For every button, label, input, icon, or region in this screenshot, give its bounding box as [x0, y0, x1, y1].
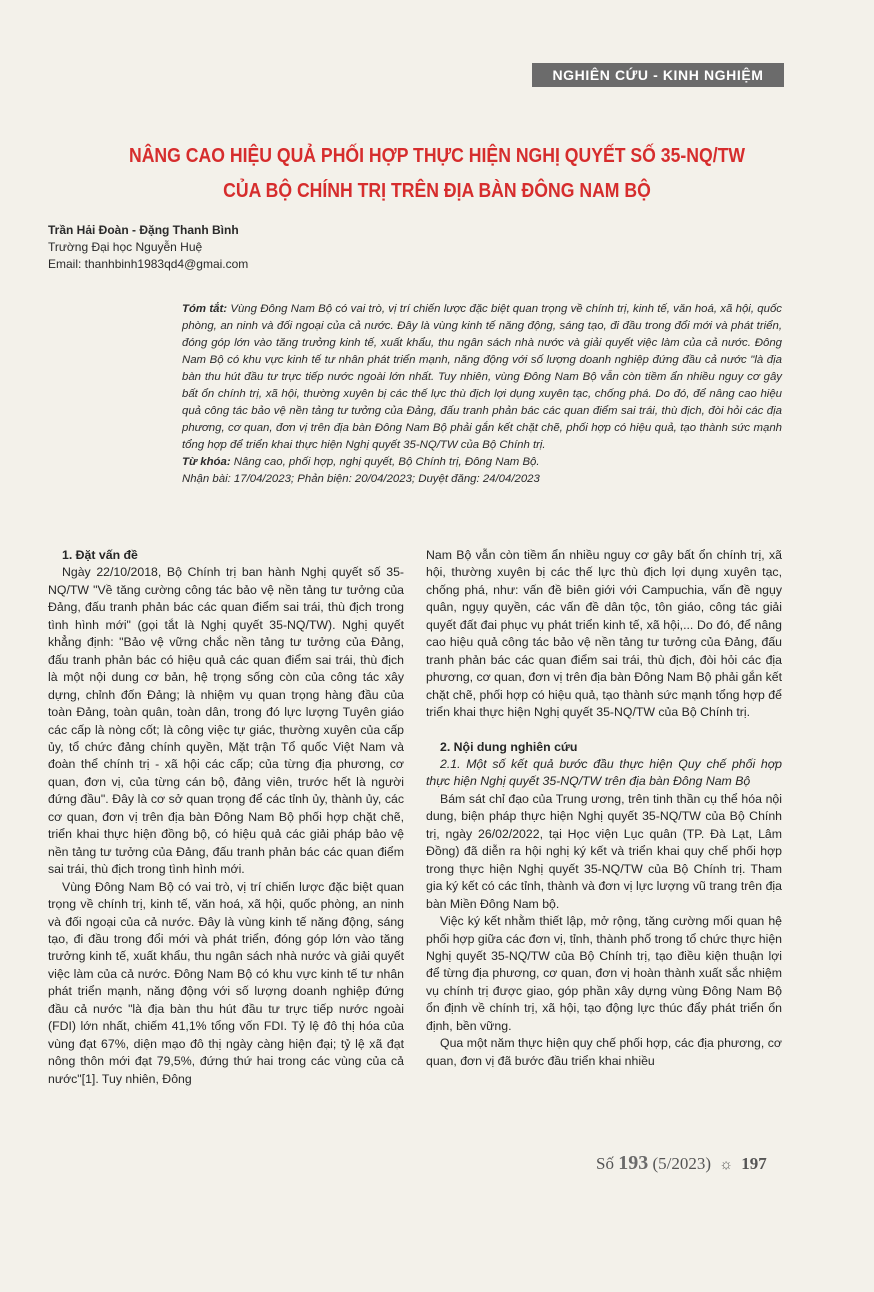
author-block	[48, 222, 248, 273]
issue-date: (5/2023)	[652, 1154, 712, 1173]
body-column-left	[48, 547, 404, 1088]
article-title	[96, 138, 779, 208]
author-affiliation: Trường Đại học Nguyễn Huệ	[48, 240, 203, 254]
abstract-text: Vùng Đông Nam Bộ có vai trò, vị trí chiến lược đặc biệt quan trọng về chính trị, kinh tế, văn hoá, xã hội, quốc phòng, an ninh và đối ngoại của cả nước. Đây là vùng kinh tế năng động, sáng tạo, đi đầu trong đổi mới và phát triển, đóng góp lớn vào tăng trưởng kinh tế, xuất khẩu, thu ngân sách nhà nước và giải quyết việc làm của cả nước. Đông Nam Bộ có khu vực kinh tế tư nhân phát triển mạnh, năng động với số lượng doanh nghiệp đứng đầu cả nước "là địa bàn thu hút đầu tư trực tiếp nước ngoài lớn nhất. Tuy nhiên, vùng Đông Nam Bộ vẫn còn tiềm ẩn nhiều nguy cơ gây bất ổn chính trị, xã hội, thường xuyên bị các thế lực thù địch lợi dụng xuyên tạc, chống phá. Do đó, để nâng cao hiệu quả công tác bảo vệ nền tảng tư tưởng của Đảng, đấu tranh phản bác các quan điểm sai trái, thù địch, đòi hỏi các địa phương, cơ quan, đơn vị trên địa bàn Đông Nam Bộ phải gắn kết chặt chẽ, phối hợp có hiệu quả, tạo thành sức mạnh tổng hợp để triển khai thực hiện Nghị quyết 35-NQ/TW của Bộ Chính trị.	[182, 303, 782, 451]
body-paragraph: Nam Bộ vẫn còn tiềm ẩn nhiều nguy cơ gây bất ổn chính trị, xã hội, thường xuyên bị các thế lực thù địch lợi dụng xuyên tạc, chống phá, như: vấn đề biên giới với Campuchia, vấn đề ngụy quân, ngụy quyền, các vấn đề dân tộc, tôn giáo, công tác giải quyết đất đai phục vụ phát triển kinh tế, xã hội,... Do đó, để nâng cao hiệu quả công tác bảo vệ nền tảng tư tưởng của Đảng, đấu tranh phản bác các quan điểm sai trái, thù địch, đòi hỏi các địa phương, cơ quan, đơn vị trên địa bàn Đông Nam Bộ phải gắn kết chặt chẽ, phối hợp có hiệu quả, tạo thành sức mạnh tổng hợp để triển khai thực hiện Nghị quyết 35-NQ/TW của Bộ Chính trị.	[426, 548, 782, 720]
title-line-2: CỦA BỘ CHÍNH TRỊ TRÊN ĐỊA BÀN ĐÔNG NAM BỘ	[223, 179, 651, 202]
sun-icon: ☼	[719, 1157, 734, 1173]
issue-label: Số	[596, 1154, 614, 1173]
keywords-text: Nâng cao, phối hợp, nghị quyết, Bộ Chính trị, Đông Nam Bộ.	[230, 456, 540, 468]
page-footer	[596, 1152, 767, 1175]
body-paragraph: Ngày 22/10/2018, Bộ Chính trị ban hành Nghị quyết số 35-NQ/TW "Về tăng cường công tác bảo vệ nền tảng tư tưởng của Đảng, đấu tranh phản bác các quan điểm sai trái, thù địch trong tình hình mới" (gọi tắt là Nghị quyết 35-NQ/TW). Nghị quyết khẳng định: "Bảo vệ vững chắc nền tảng tư tưởng của Đảng, đấu tranh phản bác có hiệu quả các quan điểm sai trái, thù địch là một nội dung cơ bản, hệ trọng sống còn của công tác xây dựng, chỉnh đốn Đảng; là nhiệm vụ quan trọng hàng đầu của toàn Đảng, toàn quân, toàn dân, trong đó lực lượng Tuyên giáo các cấp là nòng cốt; là công việc tự giác, thường xuyên của cấp ủy, tổ chức đảng chính quyền, Mặt trận Tổ quốc Việt Nam và đoàn thể chính trị - xã hội các cấp; của từng địa phương, cơ quan, đơn vị, của từng cán bộ, đảng viên, trước hết là người đứng đầu". Đây là cơ sở quan trọng để các tỉnh ủy, thành ủy, các cơ quan, đơn vị trên địa bàn Đông Nam Bộ phối hợp chặt chẽ, triển khai thực hiện đồng bộ, có hiệu quả các giải pháp bảo vệ nền tảng tư tưởng của Đảng, đấu tranh phản bác các quan điểm sai trái, thù địch trong tình hình mới.	[48, 565, 404, 877]
abstract-label: Tóm tắt:	[182, 303, 228, 315]
subsection-heading: 2.1. Một số kết quả bước đầu thực hiện Quy chế phối hợp thực hiện Nghị quyết 35-NQ/TW trên địa bàn Đông Nam Bộ	[426, 756, 782, 789]
keywords-label: Từ khóa:	[182, 456, 231, 468]
author-names: Trần Hải Đoàn - Đặng Thanh Bình	[48, 223, 239, 237]
title-line-1: NÂNG CAO HIỆU QUẢ PHỐI HỢP THỰC HIỆN NGHỊ QUYẾT SỐ 35-NQ/TW	[128, 144, 746, 167]
section-tag: NGHIÊN CỨU - KINH NGHIỆM	[532, 63, 784, 87]
section-heading-1: 1. Đặt vấn đề	[62, 548, 138, 562]
author-email: Email: thanhbinh1983qd4@gmai.com	[48, 257, 249, 271]
body-paragraph: Qua một năm thực hiện quy chế phối hợp, các địa phương, cơ quan, đơn vị đã bước đầu triển khai nhiều	[426, 1036, 782, 1068]
paragraph-gap	[426, 722, 782, 739]
page-number: 197	[741, 1154, 767, 1173]
review-dates: Nhận bài: 17/04/2023; Phản biện: 20/04/2023; Duyệt đăng: 24/04/2023	[182, 473, 540, 485]
abstract-paragraph	[182, 301, 782, 454]
body-column-right	[426, 547, 782, 1070]
section-heading-2: 2. Nội dung nghiên cứu	[440, 739, 578, 754]
body-paragraph: Việc ký kết nhằm thiết lập, mở rộng, tăng cường mối quan hệ phối hợp giữa các đơn vị, tỉnh, thành phố trong tổ chức thực hiện Nghị quyết 35-NQ/TW của Bộ Chính trị, tạo điều kiện thuận lợi để từng địa phương, cơ quan, đơn vị hoàn thành xuất sắc nhiệm vụ chính trị được giao, góp phần xây dựng vùng Đông Nam Bộ ổn định về chính trị, xã hội, tạo động lực thúc đẩy phát triển ổn định, bền vững.	[426, 914, 782, 1033]
abstract-block	[182, 301, 782, 488]
issue-number: 193	[618, 1152, 649, 1174]
keywords-paragraph	[182, 454, 782, 471]
body-paragraph: Bám sát chỉ đạo của Trung ương, trên tinh thần cụ thể hóa nội dung, biện pháp thực hiện Nghị quyết 35-NQ/TW của Bộ Chính trị, ngày 26/02/2022, tại Học viện Lục quân (TP. Đà Lạt, Lâm Đồng) đã diễn ra hội nghị ký kết và triển khai quy chế phối hợp trong thực hiện Nghị quyết 35-NQ/TW của Bộ Chính trị. Tham gia ký kết có các tỉnh, thành và đơn vị lực lượng vũ trang trên địa bàn Miền Đông Nam bộ.	[426, 791, 782, 911]
body-paragraph: Vùng Đông Nam Bộ có vai trò, vị trí chiến lược đặc biệt quan trọng về chính trị, kinh tế, văn hoá, xã hội, quốc phòng, an ninh và đối ngoại của cả nước. Đây là vùng kinh tế năng động, sáng tạo, đi đầu trong đổi mới và phát triển, đóng góp lớn vào tăng trưởng kinh tế, xuất khẩu, thu ngân sách nhà nước và giải quyết việc làm của cả nước. Đông Nam Bộ có khu vực kinh tế tư nhân phát triển mạnh, năng động với số lượng doanh nghiệp đứng đầu cả nước "là địa bàn thu hút đầu tư trực tiếp nước ngoài (FDI) lớn nhất, chiếm 41,1% tổng vốn FDI. Tỷ lệ đô thị hóa của vùng đạt 67%, diện mạo đô thị ngày càng hiện đại; tỷ lệ xã đạt nông thôn mới đạt 79,5%, đứng thứ hai trong các vùng của cả nước"[1]. Tuy nhiên, Đông	[48, 879, 404, 1086]
